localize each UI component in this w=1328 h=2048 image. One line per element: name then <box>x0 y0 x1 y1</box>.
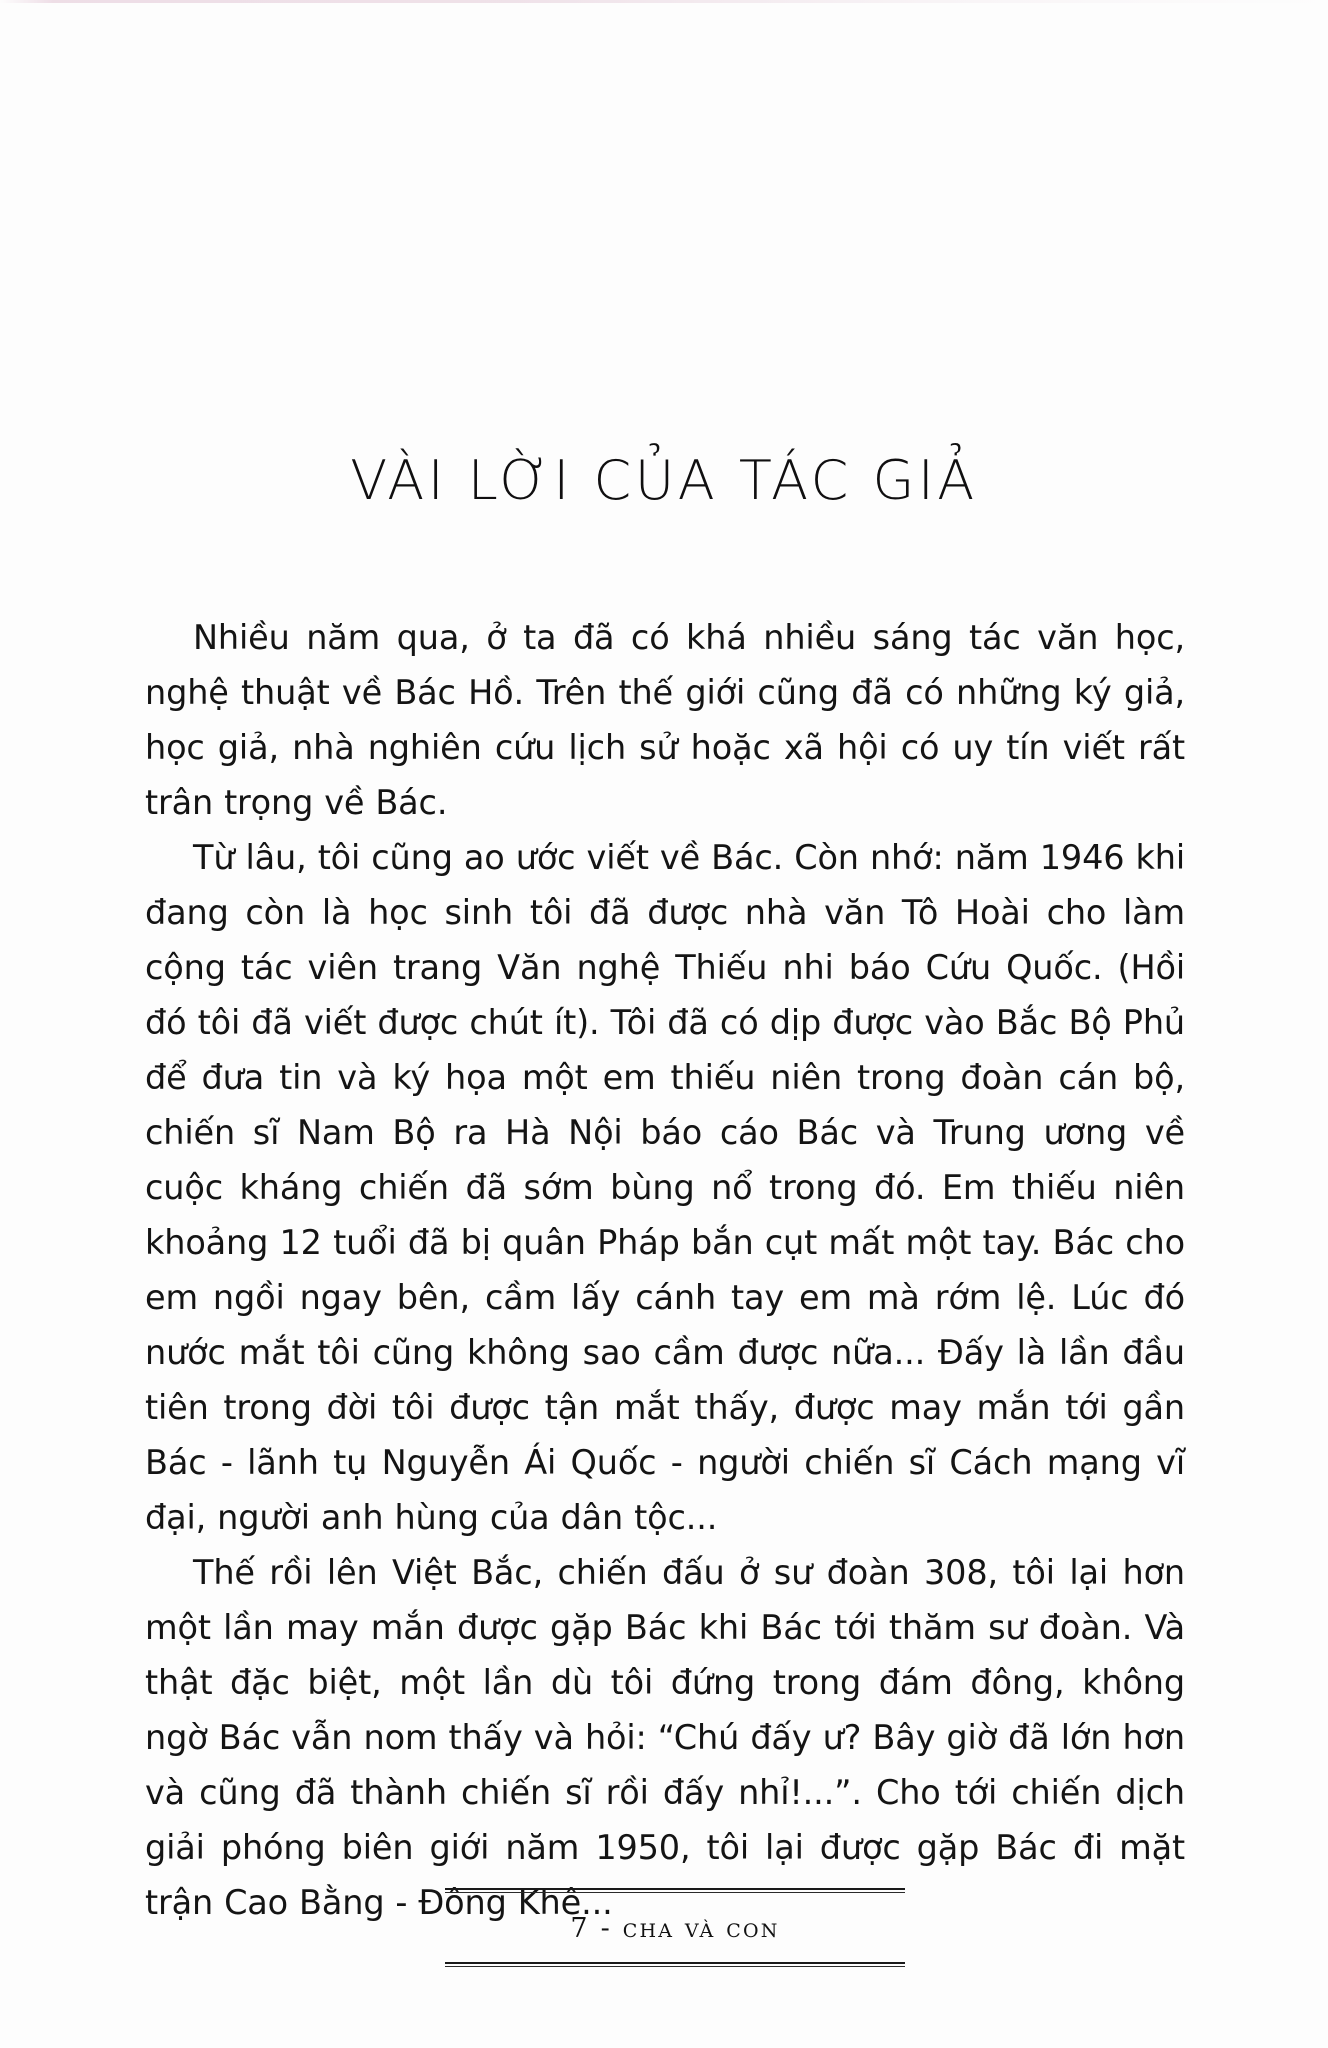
paragraph: Thế rồi lên Việt Bắc, chiến đấu ở sư đoàn 308, tôi lại hơn một lần may mắn được gặp Bác khi Bác tới thăm sư đoàn. Và thật đặc biệt, một lần dù tôi đứng trong đám đông, không ngờ Bác vẫn nom thấy và hỏi: “Chú đấy ư? Bây giờ đã lớn hơn và cũng đã thành chiến sĩ rồi đấy nhỉ!...”. Cho tới chiến dịch giải phóng biên giới năm 1950, tôi lại được gặp Bác đi mặt trận Cao Bằng - Đông Khê... <box>145 1553 1185 1922</box>
running-footer <box>445 1888 905 1967</box>
page-title: VÀI LỜI CỦA TÁC GIẢ <box>350 449 978 513</box>
paragraph: Từ lâu, tôi cũng ao ước viết về Bác. Còn nhớ: năm 1946 khi đang còn là học sinh tôi đã được nhà văn Tô Hoài cho làm cộng tác viên trang Văn nghệ Thiếu nhi báo Cứu Quốc. (Hồi đó tôi đã viết được chút ít). Tôi đã có dịp được vào Bắc Bộ Phủ để đưa tin và ký họa một em thiếu niên trong đoàn cán bộ, chiến sĩ Nam Bộ ra Hà Nội báo cáo Bác và Trung ương về cuộc kháng chiến đã sớm bùng nổ trong đó. Em thiếu niên khoảng 12 tuổi đã bị quân Pháp bắn cụt mất một tay. Bác cho em ngồi ngay bên, cầm lấy cánh tay em mà rớm lệ. Lúc đó nước mắt tôi cũng không sao cầm được nữa... Đấy là lần đầu tiên trong đời tôi được tận mắt thấy, được may mắn tới gần Bác - lãnh tụ Nguyễn Ái Quốc - người chiến sĩ Cách mạng vĩ đại, người anh hùng của dân tộc... <box>145 838 1185 1537</box>
footer-book-title: cha và con <box>622 1913 780 1944</box>
footer-page-number: 7 <box>570 1913 590 1944</box>
footer-page-label <box>445 1893 905 1962</box>
page-edge-tint <box>0 0 1328 3</box>
body-text-column <box>145 610 1185 1930</box>
paragraph: Nhiều năm qua, ở ta đã có khá nhiều sáng tác văn học, nghệ thuật về Bác Hồ. Trên thế giới cũng đã có những ký giả, học giả, nhà nghiên cứu lịch sử hoặc xã hội có uy tín viết rất trân trọng về Bác. <box>145 618 1185 822</box>
footer-rule-bottom <box>445 1962 905 1967</box>
footer-separator: - <box>600 1913 612 1944</box>
